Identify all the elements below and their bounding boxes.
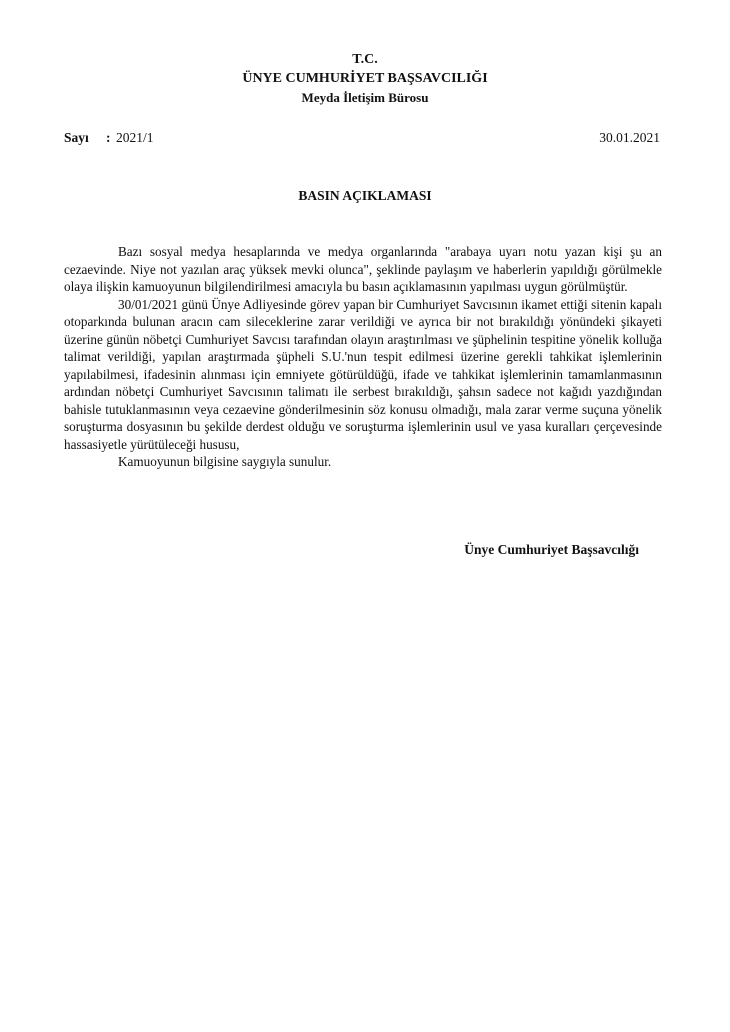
paragraph-details: 30/01/2021 günü Ünye Adliyesinde görev yapan bir Cumhuriyet Savcısının ikamet ettiği sitenin kapalı otoparkında bulunan aracın cam sileceklerine zarar verildiği ve ayrıca bir not bırakıldığı yönündeki şikayeti üzerine günün nöbetçi Cumhuriyet Savcısı tarafından olayın araştırılması ve şüphelinin tespitine yönelik kolluğa talimat verildiği, yapılan araştırmada şüpheli S.U.'nun tespit edilmesi üzerine gerekli tahkikat işlemlerinin yapılabilmesi, ifadesinin alınması için emniyete götürüldüğü, ifade ve tahkikat işlemlerinin tamamlanmasının ardından nöbetçi Cumhuriyet Savcısının talimatı ile serbest bırakıldığı, şahsın sadece not kağıdı yazdığından bahisle tutuklanmasının veya cezaevine gönderilmesinin söz konusu olmadığı, mala zarar verme suçuna yönelik soruşturma dosyasının bu şekilde derdest olduğu ve soruşturma işlemlerinin usul ve yasa kuralları çerçevesinde hassasiyetle yürütüleceği hususu, (64, 296, 662, 452)
signature-block: Ünye Cumhuriyet Başsavcılığı (464, 542, 639, 557)
reference-separator: : (106, 130, 111, 145)
document-title: BASIN AÇIKLAMASI (298, 188, 432, 203)
document-meta (64, 129, 660, 147)
paragraph-closing: Kamuoyunun bilgisine saygıyla sunulur. (118, 454, 332, 469)
reference-label: Sayı (64, 130, 89, 145)
document-date: 30.01.2021 (599, 130, 660, 145)
letterhead-institution: ÜNYE CUMHURİYET BAŞSAVCILIĞI (242, 71, 488, 86)
paragraph-intro: Bazı sosyal medya hesaplarında ve medya organlarında "arabaya uyarı notu yazan kişi şu an cezaevinde. Niye not yazılan araç yüksek mevki olunca", şeklinde paylaşım ve haberlerin yapıldığı görülmekle olaya ilişkin kamuoyunun bilgilendirilmesi amacıyla bu basın açıklamasının yapılması uygun görülmüştür. (64, 244, 662, 294)
letterhead-country: T.C. (352, 52, 378, 67)
letterhead-office: Meyda İletişim Bürosu (301, 90, 429, 105)
letterhead (0, 50, 730, 107)
reference-number: 2021/1 (116, 130, 154, 145)
document-body (64, 243, 662, 471)
